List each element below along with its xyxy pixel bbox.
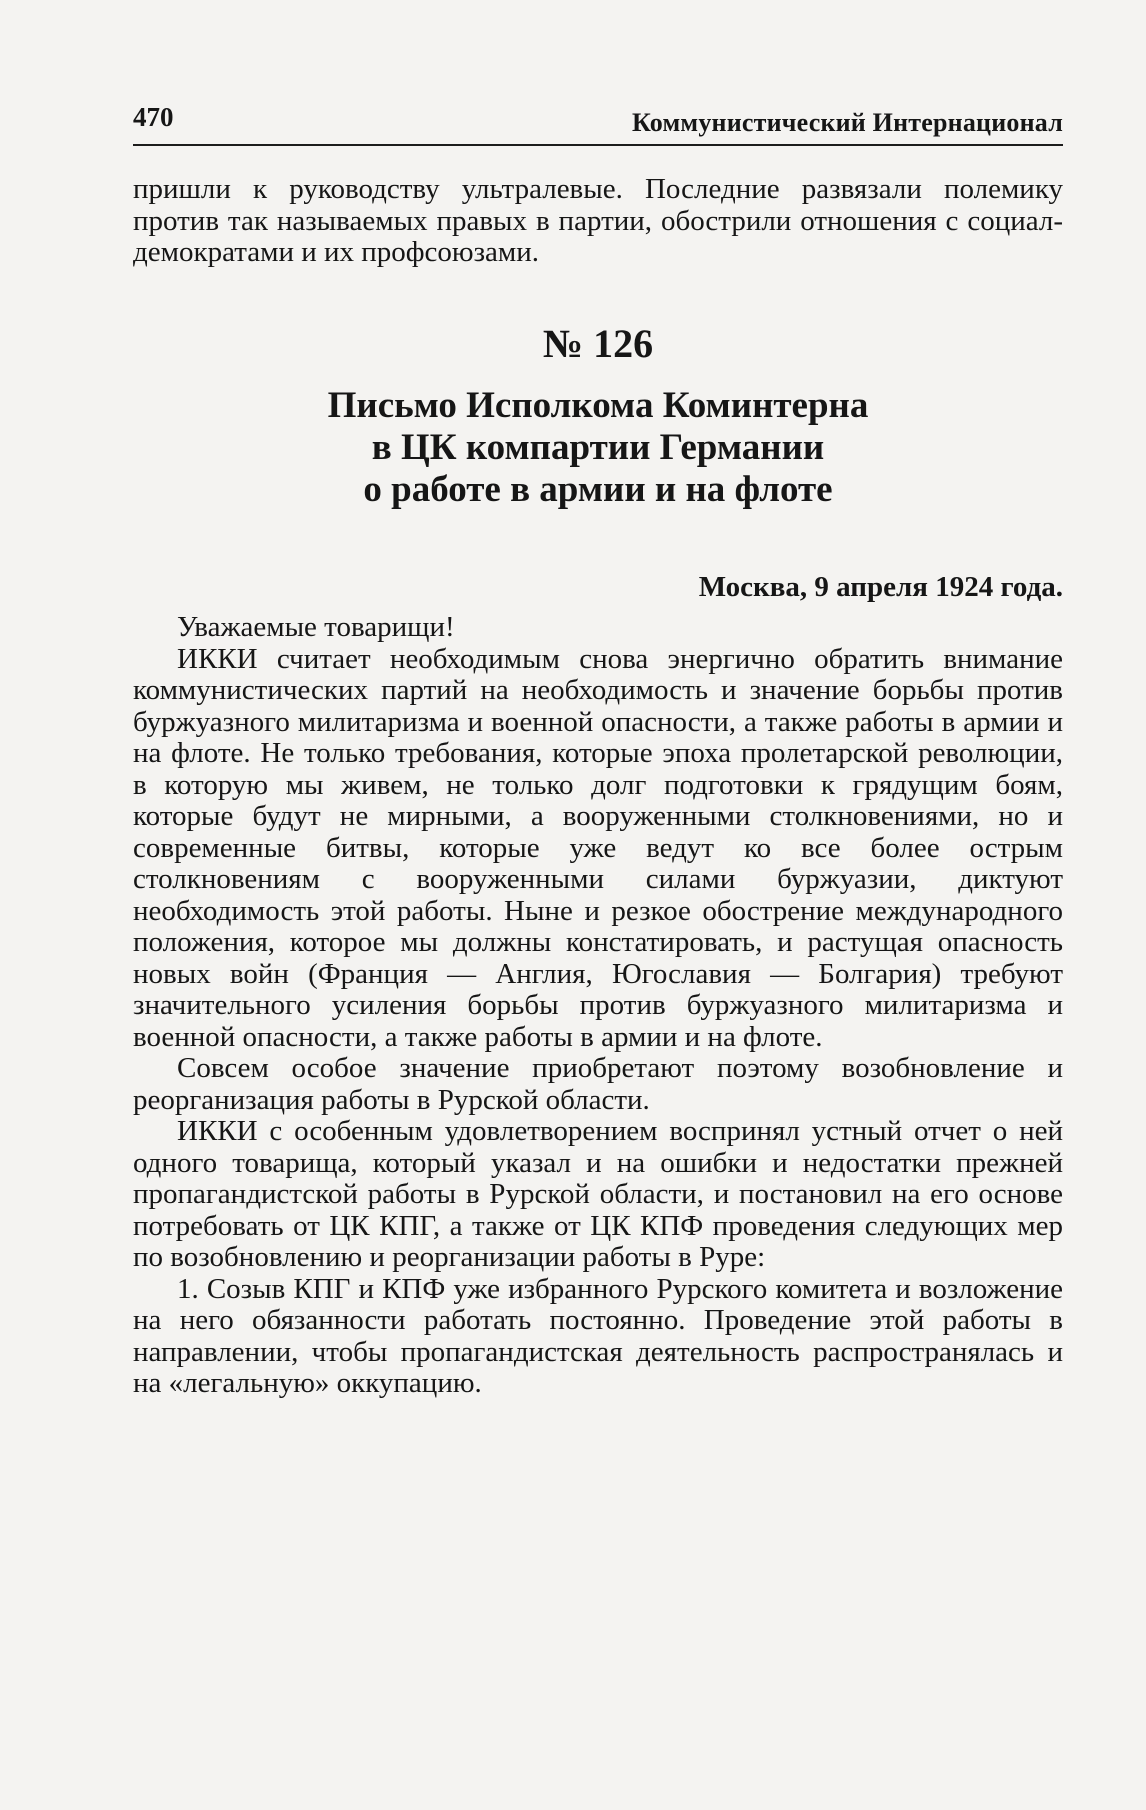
continuation-block [133,174,1063,269]
document-number: № 126 [542,321,654,366]
document-title-line-3: о работе в армии и на флоте [363,469,833,510]
body-paragraph-3: ИККИ с особенным удовлетворением воспринял устный отчет о ней одного товарища, который указал и на ошибки и недостатки прежней пропагандистской работы в Рурской области, и постановил на его основе потребовать от ЦК КПГ, а также от ЦК КПФ проведения следующих мер по возобновлению и реорганизации работы в Руре: [133,1115,1063,1273]
salutation: Уважаемые товарищи! [177,611,455,643]
body-paragraph-1: ИККИ считает необходимым снова энергично обратить внимание коммунистических партий на необходимость и значение борьбы против буржуазного милитаризма и военной опасности, а также работы в армии и на флоте. Не только требования, которые эпоха пролетарской революции, в которую мы живем, не только долг подготовки к грядущим боям, которые будут не мирными, а вооруженными столкновениями, но и современные битвы, которые уже ведут ко все более острым столкновениям с вооруженными силами буржуазии, диктуют необходимость этой работы. Ныне и резкое обострение международного положения, которое мы должны констатировать, и растущая опасность новых войн (Франция — Англия, Югославия — Болгария) требуют значительного усиления борьбы против буржуазного милитаризма и военной опасности, а также работы в армии и на флоте. [133,642,1063,1053]
running-head: Коммунистический Интернационал [632,108,1063,137]
body-paragraph-4: 1. Созыв КПГ и КПФ уже избранного Рурского комитета и возложение на него обязанности работать постоянно. Проведение этой работы в направлении, чтобы пропагандистская деятельность распространялась и на «легальную» оккупацию. [133,1272,1063,1399]
continuation-paragraph: пришли к руководству ультралевые. Последние развязали полемику против так называемых правых в партии, обострили отношения с социал-демократами и их профсоюзами. [133,173,1063,268]
document-title [133,385,1063,511]
place-date: Москва, 9 апреля 1924 года. [698,571,1063,603]
page-header [133,100,1063,146]
page-number: 470 [133,102,174,132]
body-paragraph-2: Совсем особое значение приобретают поэтому возобновление и реорганизация работы в Рурской области. [133,1052,1063,1116]
document-title-line-2: в ЦК компартии Германии [371,427,825,468]
document-title-line-1: Письмо Исполкома Коминтерна [327,385,869,426]
letter-body [133,612,1063,1400]
